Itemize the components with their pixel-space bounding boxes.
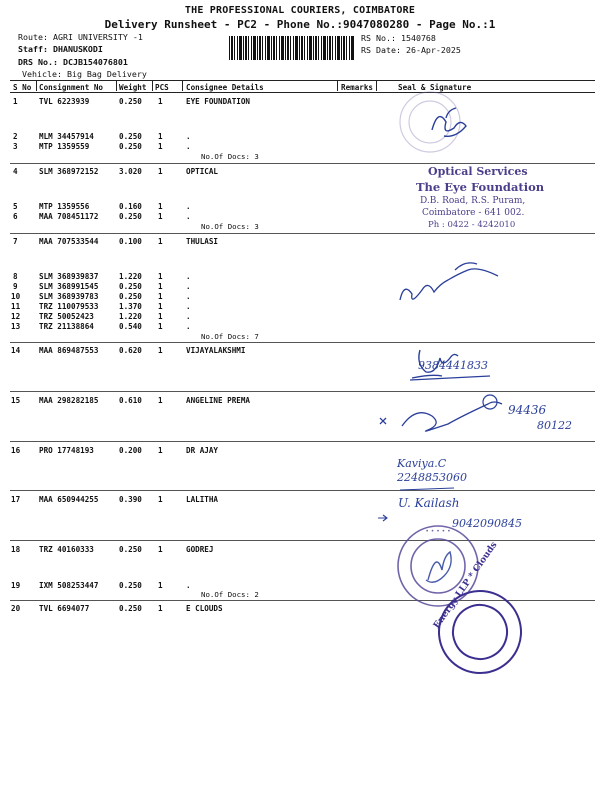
- rs-date: RS Date: 26-Apr-2025: [361, 45, 461, 55]
- row-consignment: SLM 368972152: [39, 167, 99, 176]
- handwritten-phone: 9042090845: [452, 517, 522, 530]
- row-consignment: MTP 1359556: [39, 202, 90, 211]
- route-label: Route: AGRI UNIVERSITY -1: [18, 32, 143, 42]
- row-pcs: 1: [158, 212, 163, 221]
- row-weight: 1.370: [119, 302, 142, 311]
- row-sno: 12: [11, 312, 21, 321]
- row-weight: 0.250: [119, 132, 142, 141]
- row-sno: 2: [13, 132, 18, 141]
- row-consignment: SLM 368939837: [39, 272, 99, 281]
- row-pcs: 1: [158, 396, 163, 405]
- row-consignee: DR AJAY: [186, 446, 219, 455]
- row-consignment: TRZ 21138864: [39, 322, 94, 331]
- row-consignee: THULASI: [186, 237, 219, 246]
- row-pcs: 1: [158, 302, 163, 311]
- row-weight: 0.250: [119, 292, 142, 301]
- row-consignment: TRZ 40160333: [39, 545, 94, 554]
- row-weight: 0.250: [119, 604, 142, 613]
- row-pcs: 1: [158, 142, 163, 151]
- row-weight: 0.620: [119, 346, 142, 355]
- row-consignment: TVL 6694077: [39, 604, 90, 613]
- row-sno: 7: [13, 237, 18, 246]
- row-pcs: 1: [158, 237, 163, 246]
- handwritten-name: Kaviya.C: [397, 457, 447, 470]
- rs-number: RS No.: 1540768: [361, 33, 436, 43]
- row-pcs: 1: [158, 292, 163, 301]
- doc-count: No.Of Docs: 3: [201, 152, 259, 161]
- row-pcs: 1: [158, 272, 163, 281]
- col-consignee: Consignee Details: [186, 83, 264, 92]
- handwritten-number: 94436: [508, 403, 547, 417]
- row-weight: 0.540: [119, 322, 142, 331]
- col-sno: S No: [13, 83, 32, 92]
- row-weight: 0.250: [119, 581, 142, 590]
- row-sno: 20: [11, 604, 21, 613]
- row-sno: 11: [11, 302, 21, 311]
- row-weight: 0.250: [119, 142, 142, 151]
- row-sno: 9: [13, 282, 18, 291]
- doc-count: No.Of Docs: 3: [201, 222, 259, 231]
- svg-text:• • • • •: • • • • •: [425, 528, 451, 535]
- row-sno: 1: [13, 97, 18, 106]
- row-pcs: 1: [158, 202, 163, 211]
- row-pcs: 1: [158, 581, 163, 590]
- col-weight: Weight: [119, 83, 147, 92]
- row-pcs: 1: [158, 346, 163, 355]
- col-pcs: PCS: [155, 83, 169, 92]
- row-weight: 0.250: [119, 97, 142, 106]
- signature-scribble: [400, 263, 498, 300]
- signature-scribble: [412, 350, 458, 378]
- row-pcs: 1: [158, 167, 163, 176]
- row-consignment: IXM 508253447: [39, 581, 99, 590]
- row-weight: 1.220: [119, 312, 142, 321]
- col-consignment: Consignment No: [39, 83, 104, 92]
- stamp-line: Coimbatore - 641 002.: [422, 208, 525, 218]
- row-sno: 17: [11, 495, 21, 504]
- row-consignee: .: [186, 312, 191, 321]
- row-pcs: 1: [158, 604, 163, 613]
- row-consignment: TRZ 110079533: [39, 302, 99, 311]
- row-consignee: EYE FOUNDATION: [186, 97, 251, 106]
- row-weight: 0.250: [119, 282, 142, 291]
- row-consignment: TVL 6223939: [39, 97, 90, 106]
- row-weight: 1.220: [119, 272, 142, 281]
- eclouds-seal-icon: [426, 578, 535, 687]
- drs-label: DRS No.: DCJB154076801: [18, 57, 128, 67]
- row-sno: 6: [13, 212, 18, 221]
- row-consignment: MTP 1359559: [39, 142, 90, 151]
- company-title: THE PROFESSIONAL COURIERS, COIMBATORE: [184, 5, 416, 16]
- row-sno: 10: [11, 292, 21, 301]
- row-weight: 0.100: [119, 237, 142, 246]
- row-weight: 0.160: [119, 202, 142, 211]
- stamp-line: D.B. Road, R.S. Puram,: [420, 196, 526, 206]
- row-consignment: MAA 650944255: [39, 495, 99, 504]
- stamp-line: Optical Services: [428, 165, 528, 178]
- row-consignee: .: [186, 212, 191, 221]
- row-sno: 13: [11, 322, 21, 331]
- row-sno: 15: [11, 396, 21, 405]
- row-sno: 8: [13, 272, 18, 281]
- handwritten-phone: 2248853060: [397, 471, 467, 484]
- row-consignee: .: [186, 302, 191, 311]
- row-pcs: 1: [158, 495, 163, 504]
- signature-arrow: [378, 515, 387, 521]
- row-consignee: .: [186, 272, 191, 281]
- row-consignment: MAA 869487553: [39, 346, 99, 355]
- doc-count: No.Of Docs: 2: [201, 590, 259, 599]
- row-pcs: 1: [158, 97, 163, 106]
- col-seal-signature: Seal & Signature: [398, 83, 472, 92]
- row-weight: 3.020: [119, 167, 142, 176]
- signature-scribble: [380, 402, 502, 431]
- row-consignment: MLM 34457914: [39, 132, 94, 141]
- row-sno: 16: [11, 446, 21, 455]
- row-consignee: GODREJ: [186, 545, 214, 554]
- row-consignee: .: [186, 142, 191, 151]
- eclouds-ring-text: Energy LLP * Clouds: [432, 540, 500, 631]
- row-consignee: .: [186, 581, 191, 590]
- row-consignee: E CLOUDS: [186, 604, 223, 613]
- staff-label: Staff: DHANUSKODI: [18, 44, 103, 54]
- row-consignment: TRZ 50052423: [39, 312, 94, 321]
- row-pcs: 1: [158, 312, 163, 321]
- row-pcs: 1: [158, 132, 163, 141]
- doc-count: No.Of Docs: 7: [201, 332, 259, 341]
- row-weight: 0.200: [119, 446, 142, 455]
- row-sno: 18: [11, 545, 21, 554]
- stamp-line: Ph : 0422 - 4242010: [428, 220, 516, 230]
- row-sno: 3: [13, 142, 18, 151]
- row-consignee: .: [186, 132, 191, 141]
- row-pcs: 1: [158, 446, 163, 455]
- row-consignee: ANGELINE PREMA: [186, 396, 251, 405]
- row-consignment: MAA 708451172: [39, 212, 99, 221]
- row-sno: 4: [13, 167, 18, 176]
- row-consignment: PRO 17748193: [39, 446, 94, 455]
- col-remarks: Remarks: [341, 83, 374, 92]
- row-pcs: 1: [158, 282, 163, 291]
- row-sno: 5: [13, 202, 18, 211]
- row-weight: 0.390: [119, 495, 142, 504]
- row-consignee: .: [186, 282, 191, 291]
- row-consignment: MAA 298282185: [39, 396, 99, 405]
- row-consignee: OPTICAL: [186, 167, 219, 176]
- runsheet-subtitle: Delivery Runsheet - PC2 - Phone No.:9047080280 - Page No.:1: [104, 18, 496, 31]
- row-sno: 19: [11, 581, 21, 590]
- row-consignment: SLM 368939783: [39, 292, 99, 301]
- handwritten-number: 80122: [537, 419, 572, 432]
- row-weight: 0.250: [119, 545, 142, 554]
- faint-seal-icon: [400, 92, 460, 152]
- row-consignment: MAA 707533544: [39, 237, 99, 246]
- row-consignment: SLM 368991545: [39, 282, 99, 291]
- handwritten-name: U. Kailash: [398, 496, 460, 510]
- row-pcs: 1: [158, 545, 163, 554]
- row-consignee: .: [186, 322, 191, 331]
- stamp-line: The Eye Foundation: [416, 180, 545, 194]
- row-sno: 14: [11, 346, 21, 355]
- row-pcs: 1: [158, 322, 163, 331]
- row-weight: 0.250: [119, 212, 142, 221]
- vehicle-label: Vehicle: Big Bag Delivery: [22, 69, 147, 79]
- row-consignee: .: [186, 292, 191, 301]
- row-consignee: LALITHA: [186, 495, 219, 504]
- handwritten-phone: 9384441833: [418, 359, 488, 372]
- row-consignee: .: [186, 202, 191, 211]
- row-weight: 0.610: [119, 396, 142, 405]
- row-consignee: VIJAYALAKSHMI: [186, 346, 246, 355]
- signature-underline: [400, 488, 454, 490]
